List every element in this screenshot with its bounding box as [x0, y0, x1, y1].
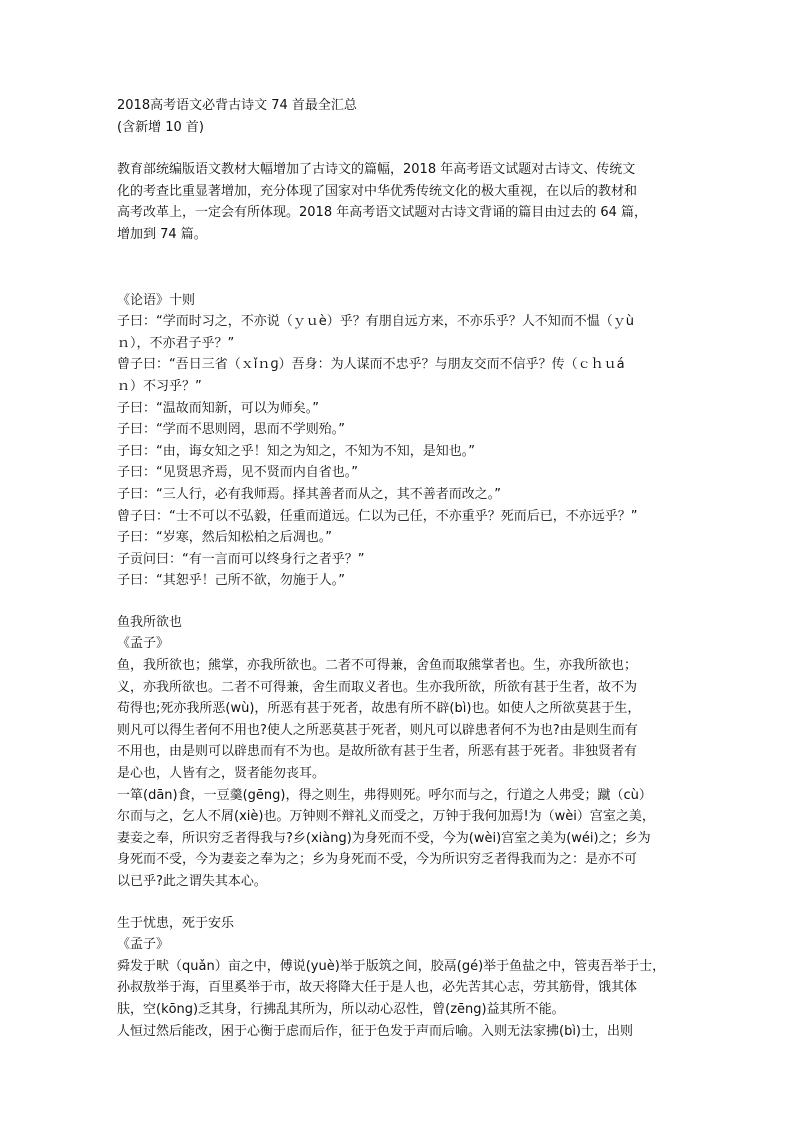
- section-title: 鱼我所欲也: [117, 614, 183, 630]
- section-lunyu: [117, 290, 683, 592]
- text-line: 子曰：“由，诲女知之乎！知之为知之，不知为不知，是知也。”: [117, 443, 475, 459]
- text-line: 尔而与之，乞人不屑(xiè)也。万钟则不辩礼义而受之，万钟于我何加焉!为（wèi）宫室之美，: [117, 809, 655, 825]
- text-line: 子曰：“三人行，必有我师焉。择其善者而从之，其不善者而改之。”: [117, 486, 501, 502]
- text-line: ｎ），不亦君子乎？”: [117, 335, 235, 351]
- document-subtitle: (含新增 10 首): [117, 119, 204, 135]
- document-page: [117, 95, 683, 1042]
- section-title: 生于忧患，死于安乐: [117, 915, 235, 931]
- text-line: 人恒过然后能改，困于心衡于虑而后作，征于色发于声而后喻。入则无法家拂(bì)士，出则: [117, 1023, 634, 1039]
- intro-line: 教育部统编版语文教材大幅增加了古诗文的篇幅，2018 年高考语文试题对古诗文、传统文: [117, 162, 636, 178]
- text-line: 是心也，人皆有之，贤者能勿丧耳。: [117, 766, 326, 782]
- text-line: 孙叔敖举于海，百里奚举于市，故天将降大任于是人也，必先苦其心志，劳其筋骨，饿其体: [117, 980, 638, 996]
- text-line: 子贡问曰：“有一言而可以终身行之者乎？”: [117, 551, 365, 567]
- spacer: [117, 138, 683, 159]
- text-line: 鱼，我所欲也；熊掌，亦我所欲也。二者不可得兼，舍鱼而取熊掌者也。生，亦我所欲也；: [117, 658, 638, 674]
- text-line: 身死而不受，今为妻妾之奉为之；乡为身死而不受，今为所识穷乏者得我而为之：是亦不可: [117, 852, 638, 868]
- text-line: 苟得也;死亦我所恶(wù)，所恶有甚于死者，故患有所不辟(bì)也。如使人之所欲莫甚于生，: [117, 701, 641, 717]
- text-line: 舜发于畎（quǎn）亩之中，傅说(yuè)举于版筑之间，胶鬲(gé)举于鱼盐之中，管夷吾举于士，: [117, 958, 666, 974]
- text-line: 肤，空(kōng)乏其身，行拂乱其所为，所以动心忍性，曾(zēng)益其所不能。: [117, 1001, 565, 1017]
- text-line: 子曰：“岁寒，然后知松柏之后凋也。”: [117, 530, 332, 546]
- text-line: ｎ）不习乎？”: [117, 378, 202, 394]
- section-title: 《论语》十则: [117, 292, 196, 308]
- spacer: [117, 246, 683, 290]
- document-title: 2018高考语文必背古诗文 74 首最全汇总: [117, 98, 357, 113]
- section-yu-wo-suo-yu-ye: [117, 612, 683, 893]
- intro-line: 化的考查比重显著增加，充分体现了国家对中华优秀传统文化的极大重视，在以后的教材和: [117, 183, 638, 199]
- text-line: 妻妾之奉，所识穷乏者得我与?乡(xiàng)为身死而不受，今为(wèi)宫室之美为(wéi)之；乡为: [117, 830, 651, 846]
- text-line: 子曰：“见贤思齐焉，见不贤而内自省也。”: [117, 465, 358, 481]
- text-line: 子曰：“学而时习之，不亦说（ｙｕè）乎？有朋自远方来，不亦乐乎？人不知而不愠（ｙù: [117, 314, 634, 330]
- spacer: [117, 893, 683, 913]
- text-line: 子曰：“学而不思则罔，思而不学则殆。”: [117, 422, 345, 438]
- spacer: [117, 592, 683, 612]
- text-line: 义，亦我所欲也。二者不可得兼，舍生而取义者也。生亦我所欲，所欲有甚于生者，故不为: [117, 679, 638, 695]
- text-line: 以已乎?此之谓失其本心。: [117, 874, 267, 889]
- intro-line: 高考改革上，一定会有所体现。2018 年高考语文试题对古诗文背诵的篇目由过去的 64 篇，: [117, 205, 648, 221]
- text-line: 曾子曰：“吾日三省（ｘǐｎɡ）吾身：为人谋而不忠乎？与朋友交而不信乎？传（ｃｈｕá: [117, 357, 625, 373]
- text-line: 子曰：“其恕乎！己所不欲，勿施于人。”: [117, 573, 345, 589]
- text-line: 子曰：“温故而知新，可以为师矣。”: [117, 400, 319, 416]
- text-line: 则凡可以得生者何不用也?使人之所恶莫甚于死者，则凡可以辟患者何不为也?由是则生而有: [117, 722, 638, 738]
- section-sheng-yu-you-huan: [117, 913, 683, 1043]
- text-line: 曾子曰：“士不可以不弘毅，任重而道远。仁以为己任，不亦重乎？死而后已，不亦远乎？”: [117, 508, 638, 524]
- text-line: 不用也，由是则可以辟患而有不为也。是故所欲有甚于生者，所恶有甚于死者。非独贤者有: [117, 744, 638, 760]
- text-line: 一箪(dān)食，一豆羹(gēng)，得之则生，弗得则死。呼尔而与之，行道之人弗受；蹴（cù）: [117, 787, 652, 803]
- section-author: 《孟子》: [117, 636, 170, 652]
- intro-paragraph: [117, 159, 683, 245]
- section-author: 《孟子》: [117, 937, 170, 953]
- intro-line: 增加到 74 篇。: [117, 226, 207, 242]
